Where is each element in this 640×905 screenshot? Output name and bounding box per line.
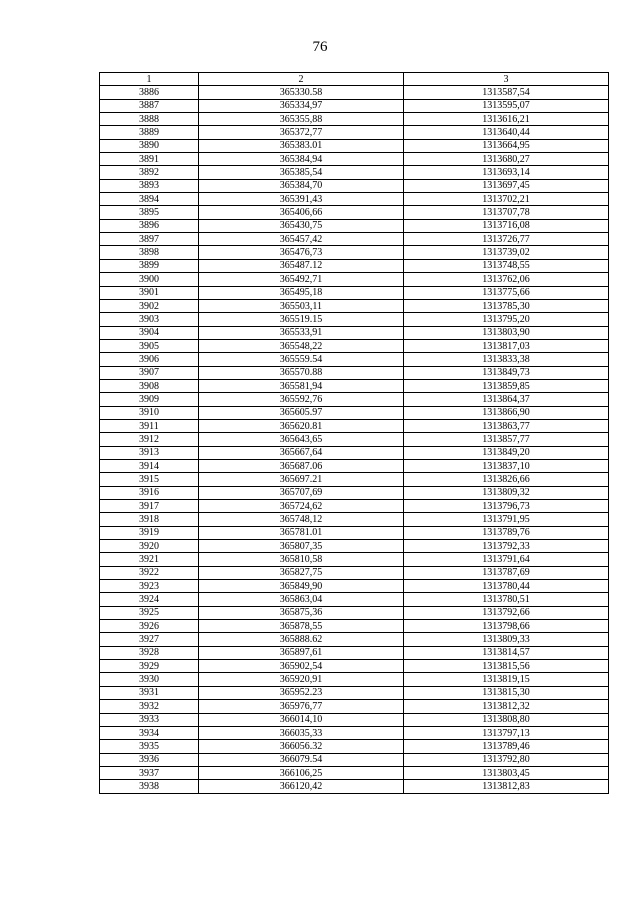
point-number-cell: 3933 [100, 713, 199, 726]
point-number-cell: 3923 [100, 580, 199, 593]
table-row [100, 86, 609, 99]
point-number-cell: 3900 [100, 273, 199, 286]
point-number-cell: 3936 [100, 753, 199, 766]
coordinates-table [99, 72, 609, 794]
x-coordinate-cell: 365902,54 [199, 660, 404, 673]
x-coordinate-cell: 365519.15 [199, 313, 404, 326]
point-number-cell: 3921 [100, 553, 199, 566]
point-number-cell: 3897 [100, 233, 199, 246]
column-header-2: 2 [199, 73, 404, 86]
x-coordinate-cell: 365372,77 [199, 126, 404, 139]
x-coordinate-cell: 366120,42 [199, 780, 404, 793]
point-number-cell: 3924 [100, 593, 199, 606]
table-row [100, 526, 609, 539]
x-coordinate-cell: 365492,71 [199, 273, 404, 286]
page-number: 76 [312, 39, 328, 55]
point-number-cell: 3907 [100, 366, 199, 379]
table-row [100, 713, 609, 726]
y-coordinate-cell: 1313780,44 [404, 580, 609, 593]
y-coordinate-cell: 1313616,21 [404, 113, 609, 126]
y-coordinate-cell: 1313792,66 [404, 606, 609, 619]
point-number-cell: 3915 [100, 473, 199, 486]
y-coordinate-cell: 1313837,10 [404, 459, 609, 472]
point-number-cell: 3886 [100, 86, 199, 99]
y-coordinate-cell: 1313775,66 [404, 286, 609, 299]
y-coordinate-cell: 1313595,07 [404, 99, 609, 112]
table-row [100, 126, 609, 139]
x-coordinate-cell: 365430,75 [199, 219, 404, 232]
table-row [100, 313, 609, 326]
x-coordinate-cell: 365920,91 [199, 673, 404, 686]
table-body [100, 86, 609, 793]
x-coordinate-cell: 365487.12 [199, 259, 404, 272]
point-number-cell: 3932 [100, 700, 199, 713]
table-row [100, 513, 609, 526]
x-coordinate-cell: 365748,12 [199, 513, 404, 526]
point-number-cell: 3903 [100, 313, 199, 326]
y-coordinate-cell: 1313791,64 [404, 553, 609, 566]
point-number-cell: 3914 [100, 459, 199, 472]
column-header-1: 1 [100, 73, 199, 86]
y-coordinate-cell: 1313859,85 [404, 379, 609, 392]
y-coordinate-cell: 1313707,78 [404, 206, 609, 219]
point-number-cell: 3919 [100, 526, 199, 539]
point-number-cell: 3905 [100, 339, 199, 352]
table-row [100, 766, 609, 779]
x-coordinate-cell: 365897,61 [199, 646, 404, 659]
point-number-cell: 3899 [100, 259, 199, 272]
point-number-cell: 3928 [100, 646, 199, 659]
table-row [100, 339, 609, 352]
table-row [100, 273, 609, 286]
table-row [100, 646, 609, 659]
point-number-cell: 3931 [100, 686, 199, 699]
point-number-cell: 3925 [100, 606, 199, 619]
x-coordinate-cell: 365976,77 [199, 700, 404, 713]
point-number-cell: 3893 [100, 179, 199, 192]
x-coordinate-cell: 365620.81 [199, 419, 404, 432]
x-coordinate-cell: 365385,54 [199, 166, 404, 179]
point-number-cell: 3922 [100, 566, 199, 579]
y-coordinate-cell: 1313812,32 [404, 700, 609, 713]
x-coordinate-cell: 365406,66 [199, 206, 404, 219]
table-row [100, 700, 609, 713]
table-row [100, 193, 609, 206]
x-coordinate-cell: 366056.32 [199, 740, 404, 753]
point-number-cell: 3901 [100, 286, 199, 299]
y-coordinate-cell: 1313716,08 [404, 219, 609, 232]
x-coordinate-cell: 366106,25 [199, 766, 404, 779]
y-coordinate-cell: 1313849,20 [404, 446, 609, 459]
x-coordinate-cell: 365581,94 [199, 379, 404, 392]
point-number-cell: 3935 [100, 740, 199, 753]
x-coordinate-cell: 365952.23 [199, 686, 404, 699]
point-number-cell: 3929 [100, 660, 199, 673]
point-number-cell: 3910 [100, 406, 199, 419]
table-row [100, 433, 609, 446]
point-number-cell: 3917 [100, 500, 199, 513]
y-coordinate-cell: 1313833,38 [404, 353, 609, 366]
y-coordinate-cell: 1313795,20 [404, 313, 609, 326]
y-coordinate-cell: 1313787,69 [404, 566, 609, 579]
x-coordinate-cell: 366014,10 [199, 713, 404, 726]
y-coordinate-cell: 1313815,30 [404, 686, 609, 699]
x-coordinate-cell: 365476,73 [199, 246, 404, 259]
table-row [100, 206, 609, 219]
table-row [100, 753, 609, 766]
table-row [100, 660, 609, 673]
x-coordinate-cell: 365605.97 [199, 406, 404, 419]
point-number-cell: 3890 [100, 139, 199, 152]
point-number-cell: 3927 [100, 633, 199, 646]
x-coordinate-cell: 365667,64 [199, 446, 404, 459]
point-number-cell: 3908 [100, 379, 199, 392]
table-row [100, 259, 609, 272]
y-coordinate-cell: 1313780,51 [404, 593, 609, 606]
x-coordinate-cell: 365548,22 [199, 339, 404, 352]
table-row [100, 406, 609, 419]
table-row [100, 780, 609, 793]
table-row [100, 219, 609, 232]
x-coordinate-cell: 365888.62 [199, 633, 404, 646]
x-coordinate-cell: 366079.54 [199, 753, 404, 766]
table-row [100, 139, 609, 152]
x-coordinate-cell: 365384,70 [199, 179, 404, 192]
y-coordinate-cell: 1313702,21 [404, 193, 609, 206]
x-coordinate-cell: 365643,65 [199, 433, 404, 446]
y-coordinate-cell: 1313792,33 [404, 540, 609, 553]
table-row [100, 686, 609, 699]
x-coordinate-cell: 365807,35 [199, 540, 404, 553]
y-coordinate-cell: 1313693,14 [404, 166, 609, 179]
y-coordinate-cell: 1313762,06 [404, 273, 609, 286]
y-coordinate-cell: 1313803,90 [404, 326, 609, 339]
y-coordinate-cell: 1313857,77 [404, 433, 609, 446]
y-coordinate-cell: 1313680,27 [404, 153, 609, 166]
point-number-cell: 3895 [100, 206, 199, 219]
y-coordinate-cell: 1313863,77 [404, 419, 609, 432]
y-coordinate-cell: 1313664,95 [404, 139, 609, 152]
x-coordinate-cell: 365559.54 [199, 353, 404, 366]
x-coordinate-cell: 365570.88 [199, 366, 404, 379]
table-row [100, 379, 609, 392]
table-row [100, 166, 609, 179]
x-coordinate-cell: 365724,62 [199, 500, 404, 513]
point-number-cell: 3904 [100, 326, 199, 339]
table-row [100, 553, 609, 566]
y-coordinate-cell: 1313785,30 [404, 299, 609, 312]
point-number-cell: 3911 [100, 419, 199, 432]
table-row [100, 446, 609, 459]
y-coordinate-cell: 1313697,45 [404, 179, 609, 192]
x-coordinate-cell: 365391,43 [199, 193, 404, 206]
y-coordinate-cell: 1313797,13 [404, 726, 609, 739]
y-coordinate-cell: 1313809,32 [404, 486, 609, 499]
x-coordinate-cell: 365383.01 [199, 139, 404, 152]
y-coordinate-cell: 1313849,73 [404, 366, 609, 379]
point-number-cell: 3913 [100, 446, 199, 459]
x-coordinate-cell: 365355,88 [199, 113, 404, 126]
point-number-cell: 3902 [100, 299, 199, 312]
y-coordinate-cell: 1313814,57 [404, 646, 609, 659]
x-coordinate-cell: 365495,18 [199, 286, 404, 299]
y-coordinate-cell: 1313819,15 [404, 673, 609, 686]
x-coordinate-cell: 365810,58 [199, 553, 404, 566]
point-number-cell: 3926 [100, 620, 199, 633]
y-coordinate-cell: 1313864,37 [404, 393, 609, 406]
table-row [100, 366, 609, 379]
x-coordinate-cell: 365592,76 [199, 393, 404, 406]
table-row [100, 540, 609, 553]
y-coordinate-cell: 1313792,80 [404, 753, 609, 766]
y-coordinate-cell: 1313809,33 [404, 633, 609, 646]
point-number-cell: 3906 [100, 353, 199, 366]
table-row [100, 99, 609, 112]
table-header [100, 73, 609, 86]
x-coordinate-cell: 365334,97 [199, 99, 404, 112]
y-coordinate-cell: 1313812,83 [404, 780, 609, 793]
point-number-cell: 3891 [100, 153, 199, 166]
point-number-cell: 3894 [100, 193, 199, 206]
y-coordinate-cell: 1313798,66 [404, 620, 609, 633]
point-number-cell: 3909 [100, 393, 199, 406]
table-row [100, 393, 609, 406]
x-coordinate-cell: 365457,42 [199, 233, 404, 246]
table-row [100, 113, 609, 126]
x-coordinate-cell: 365875,36 [199, 606, 404, 619]
y-coordinate-cell: 1313866,90 [404, 406, 609, 419]
column-header-3: 3 [404, 73, 609, 86]
y-coordinate-cell: 1313726,77 [404, 233, 609, 246]
header-row [100, 73, 609, 86]
x-coordinate-cell: 365849,90 [199, 580, 404, 593]
y-coordinate-cell: 1313789,76 [404, 526, 609, 539]
table-row [100, 299, 609, 312]
table-row [100, 353, 609, 366]
table-row [100, 740, 609, 753]
y-coordinate-cell: 1313789,46 [404, 740, 609, 753]
table-row [100, 153, 609, 166]
table-row [100, 580, 609, 593]
table-row [100, 620, 609, 633]
x-coordinate-cell: 365863,04 [199, 593, 404, 606]
table-row [100, 179, 609, 192]
point-number-cell: 3916 [100, 486, 199, 499]
x-coordinate-cell: 365781.01 [199, 526, 404, 539]
y-coordinate-cell: 1313791,95 [404, 513, 609, 526]
table-row [100, 673, 609, 686]
table-row [100, 593, 609, 606]
table-row [100, 286, 609, 299]
table-row [100, 233, 609, 246]
y-coordinate-cell: 1313796,73 [404, 500, 609, 513]
point-number-cell: 3898 [100, 246, 199, 259]
point-number-cell: 3892 [100, 166, 199, 179]
point-number-cell: 3896 [100, 219, 199, 232]
x-coordinate-cell: 365697.21 [199, 473, 404, 486]
x-coordinate-cell: 365533,91 [199, 326, 404, 339]
table-row [100, 606, 609, 619]
table-row [100, 633, 609, 646]
table-row [100, 246, 609, 259]
y-coordinate-cell: 1313803,45 [404, 766, 609, 779]
table-row [100, 473, 609, 486]
y-coordinate-cell: 1313808,80 [404, 713, 609, 726]
table-row [100, 726, 609, 739]
y-coordinate-cell: 1313587,54 [404, 86, 609, 99]
table-row [100, 326, 609, 339]
y-coordinate-cell: 1313815,56 [404, 660, 609, 673]
y-coordinate-cell: 1313826,66 [404, 473, 609, 486]
table-row [100, 566, 609, 579]
point-number-cell: 3912 [100, 433, 199, 446]
point-number-cell: 3938 [100, 780, 199, 793]
table-row [100, 500, 609, 513]
point-number-cell: 3918 [100, 513, 199, 526]
point-number-cell: 3930 [100, 673, 199, 686]
x-coordinate-cell: 365384,94 [199, 153, 404, 166]
y-coordinate-cell: 1313748,55 [404, 259, 609, 272]
point-number-cell: 3887 [100, 99, 199, 112]
x-coordinate-cell: 365503,11 [199, 299, 404, 312]
table-row [100, 419, 609, 432]
y-coordinate-cell: 1313817,03 [404, 339, 609, 352]
x-coordinate-cell: 365827,75 [199, 566, 404, 579]
table-row [100, 459, 609, 472]
point-number-cell: 3934 [100, 726, 199, 739]
y-coordinate-cell: 1313739,02 [404, 246, 609, 259]
x-coordinate-cell: 365707,69 [199, 486, 404, 499]
x-coordinate-cell: 365687.06 [199, 459, 404, 472]
point-number-cell: 3889 [100, 126, 199, 139]
x-coordinate-cell: 365330.58 [199, 86, 404, 99]
point-number-cell: 3888 [100, 113, 199, 126]
point-number-cell: 3920 [100, 540, 199, 553]
point-number-cell: 3937 [100, 766, 199, 779]
y-coordinate-cell: 1313640,44 [404, 126, 609, 139]
x-coordinate-cell: 366035,33 [199, 726, 404, 739]
table-row [100, 486, 609, 499]
x-coordinate-cell: 365878,55 [199, 620, 404, 633]
